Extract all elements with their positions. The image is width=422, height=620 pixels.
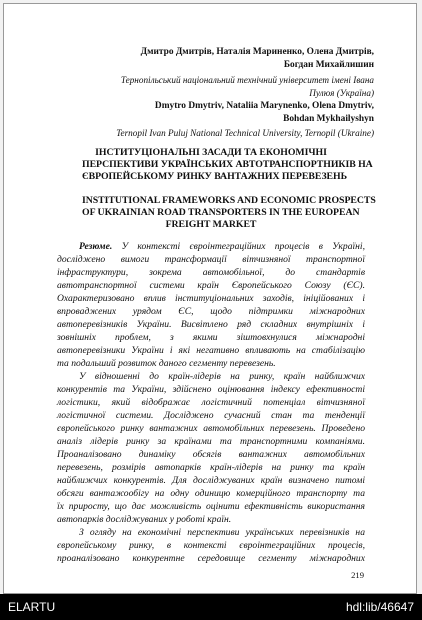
paragraph-line: аналіз лідерів ринку за країнами та транспортними компаніями. [57, 436, 365, 447]
abstract-line: та подальший розвиток даного сегменту перевезень. [57, 358, 276, 369]
affiliation-ukrainian: Пулюя (Україна) [309, 88, 374, 98]
paragraph-line: Проаналізовано динаміку обсягів вантажних автомобільних [57, 449, 365, 460]
abstract-line: досліджено вимоги трансформації вітчизняної транспортної [57, 254, 365, 265]
title-ukrainian: ІНСТИТУЦІОНАЛЬНІ ЗАСАДИ ТА ЕКОНОМІЧНІ [95, 147, 327, 158]
paragraph-line: європейському ринку, в контексті євроінтеграційних процесів, [57, 540, 365, 551]
authors-english: Bohdan Mykhailyshyn [283, 114, 374, 124]
handle-link[interactable]: hdl:lib/46647 [345, 600, 414, 614]
abstract-line: зовнішніх проблем, з якими зіштовхнулися міжнародні [57, 332, 365, 343]
authors-english: Dmytro Dmytriv, Nataliia Marynenko, Olena Dmytriv, [154, 101, 374, 111]
page-number: 219 [351, 570, 364, 580]
paragraph-line: логістичної системи. Досліджено сучасний стан та тенденції [57, 410, 365, 421]
abstract-line: автоперевізників України. Висвітлено ряд складних внутрішніх і [57, 319, 365, 330]
abstract-line: автоперевізники України і які негативно впливають на стабілізацію [57, 345, 365, 356]
title-ukrainian: ПЕРСПЕКТИВИ УКРАЇНСЬКИХ АВТОТРАНСПОРТНИКІВ НА [82, 159, 373, 170]
paragraph-line: обсяги вантажообігу на одну одиницю комерційного транспорту та [57, 488, 365, 499]
title-english: FREIGHT MARKET [165, 219, 257, 230]
paragraph-line: конкурентів та України, здійснено оцінювання індексу ефективності [57, 384, 365, 395]
abstract-line: Охарактеризовано вплив інституціональних заходів, ініційованих і [57, 293, 365, 304]
paragraph-line: логістики, який відображає логістичний потенціал вітчизняної [57, 397, 365, 408]
paragraph-line: З огляду на економічні перспективи українських перевізників на [79, 527, 365, 538]
authors-ukrainian: Богдан Михайлишин [283, 60, 374, 70]
title-english: INSTITUTIONAL FRAMEWORKS AND ECONOMIC PROSPECTS [82, 195, 376, 206]
document-page [3, 3, 417, 594]
paragraph-line: У відношенні до країн-лідерів на ринку, країн найближчих [79, 371, 365, 382]
title-english: OF UKRAINIAN ROAD TRANSPORTERS IN THE EUROPEAN [82, 207, 360, 218]
paragraph-line: перевезень, розмірів автопарків країн-лідерів на ринку та країн [57, 462, 365, 473]
affiliation-ukrainian: Тернопільський національний технічний університет імені Івана [120, 75, 374, 85]
abstract-line: впроваджених урядом ЄС, щодо підтримки міжнародних [57, 306, 365, 317]
affiliation-english: Ternopil Ivan Puluj National Technical University, Ternopil (Ukraine) [116, 128, 374, 138]
paragraph-line: автопарків досліджуваних у роботі країн. [57, 514, 232, 525]
footer-bar [0, 594, 422, 620]
repository-name: ELARTU [8, 600, 56, 614]
paragraph-line: найближчих конкурентів. Для досліджуваних країн визначено питомі [57, 475, 365, 486]
abstract-line: Резюме. У контексті євроінтеграційних процесів в Україні, [79, 241, 365, 252]
title-ukrainian: ЄВРОПЕЙСЬКОМУ РИНКУ ВАНТАЖНИХ ПЕРЕВЕЗЕНЬ [82, 171, 348, 182]
abstract-line: автотранспортної системи країн Європейського Союзу (ЄС). [57, 280, 365, 291]
paragraph-line: європейського ринку вантажних автомобільних перевезень. Проведено [57, 423, 365, 434]
abstract-line: інфраструктури, зокрема автомобільної, до стандартів [57, 267, 365, 278]
abstract-label: Резюме. [79, 241, 113, 252]
paragraph-line: їх приросту, що дає можливість оцінити ефективність використання [57, 501, 365, 512]
authors-ukrainian: Дмитро Дмитрів, Наталія Мариненко, Олена Дмитрів, [140, 47, 374, 57]
paragraph-line: проаналізовано конкурентне середовище сегменту міжнародних [57, 553, 365, 564]
